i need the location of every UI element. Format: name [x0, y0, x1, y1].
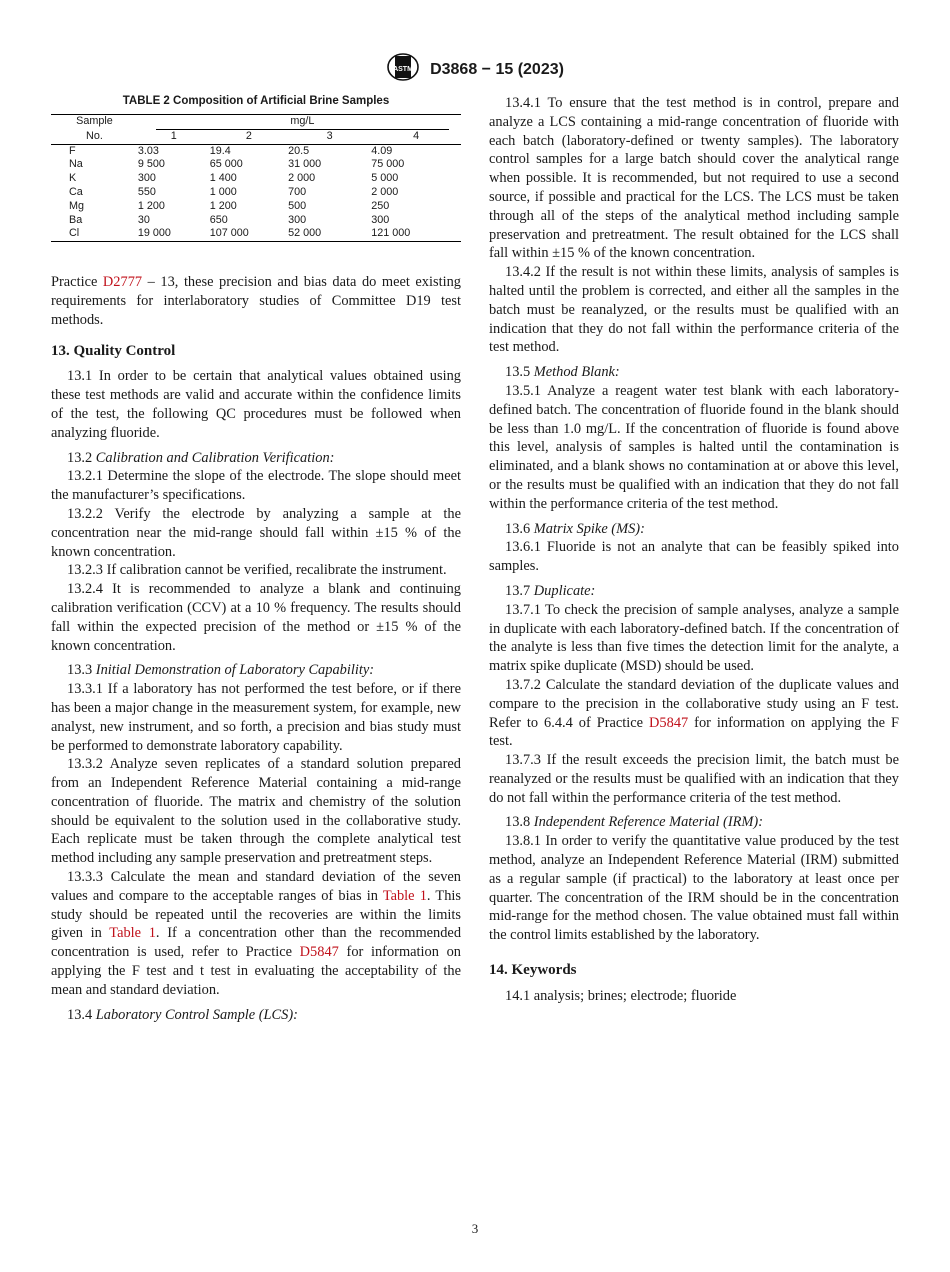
value-cell: 300 — [137, 172, 156, 185]
paragraph-precision-note: Practice D2777 – 13, these precision and bias data do meet existing requirements for interlaboratory studies of Committee D19 test methods. — [51, 274, 461, 328]
table-row — [51, 144, 461, 158]
paragraph-13-3-1: 13.3.1 If a laboratory has not performed the test before, or if there has been a major change in the measurement system, for example, new analyst, new instrument, and so forth, a precision and bias study must be performed to demonstrate laboratory capability. — [51, 681, 461, 754]
value-cell: 75 000 — [371, 158, 405, 171]
value-cell: 1 400 — [209, 172, 237, 185]
value-cell: 1 200 — [209, 199, 237, 212]
header-sample-number: 4 — [371, 130, 461, 144]
value-cell: 9 500 — [137, 158, 165, 171]
value-cell: 3.03 — [137, 144, 159, 157]
table-row — [51, 214, 461, 228]
svg-text:ASTM: ASTM — [393, 66, 413, 73]
element-cell: Mg — [69, 199, 84, 212]
paragraph-13-2: 13.2 Calibration and Calibration Verification: — [67, 449, 335, 466]
paragraph-13-2-3: 13.2.3 If calibration cannot be verified, recalibrate the instrument. — [67, 562, 447, 579]
value-cell: 250 — [371, 199, 390, 212]
value-cell: 19 000 — [138, 227, 210, 241]
table-row — [51, 186, 461, 200]
element-cell: Cl — [51, 227, 138, 241]
value-cell: 19.4 — [209, 144, 231, 157]
paragraph-13-6-1: 13.6.1 Fluoride is not an analyte that can be feasibly spiked into samples. — [489, 539, 899, 575]
value-cell: 5 000 — [371, 172, 399, 185]
value-cell: 1 000 — [209, 185, 237, 198]
value-cell: 700 — [288, 185, 307, 198]
value-cell: 300 — [288, 213, 307, 226]
header-no: No. — [51, 130, 138, 144]
paragraph-13-2-4: 13.2.4 It is recommended to analyze a blank and continuing calibration verification (CCV) at a 10 % frequency. The results should fall within the expected precision of the method or ±15 % of the known concentration. — [51, 581, 461, 654]
page-number: 3 — [471, 1221, 479, 1236]
value-cell: 300 — [371, 213, 390, 226]
value-cell: 550 — [137, 185, 156, 198]
value-cell: 650 — [209, 213, 228, 226]
brine-composition-table — [51, 114, 461, 242]
header-sample-number: 1 — [138, 130, 210, 144]
paragraph-13-1: 13.1 In order to be certain that analytical values obtained using these test methods are valid and accurate within the confidence limits of the test, the following QC procedures must be followed when analyzing fluoride. — [51, 368, 461, 441]
table-header-row — [51, 130, 461, 144]
value-cell: 20.5 — [288, 144, 310, 157]
value-cell: 500 — [288, 199, 307, 212]
paragraph-13-4-1: 13.4.1 To ensure that the test method is in control, prepare and analyze a LCS containing a mid-range concentration of fluoride with each batch (laboratory-defined or twenty samples). The laboratory control samples for a large batch should cover the analytical range when possible. It is recommended, but not required to use a second source, if possible and practical for the LCS. The LCS must be taken through all of the steps of the analytical method including sample preservation and pretreatment. The result obtained for the LCS shall fall within ±15 % of the known concentration. — [489, 95, 899, 262]
paragraph-13-7: 13.7 Duplicate: — [505, 582, 596, 599]
paragraph-13-4-2: 13.4.2 If the result is not within these limits, analysis of samples is halted until the problem is corrected, and either all the samples in the batch must be reanalyzed, or the results must be qualified with an indication that they do not fall within the performance criteria of the test method. — [489, 264, 899, 356]
paragraph-13-2-2: 13.2.2 Verify the electrode by analyzing a sample at the concentration near the mid-range should fall within ±15 % of the known concentration. — [51, 505, 461, 560]
page-header — [0, 52, 950, 87]
value-cell: 31 000 — [288, 158, 322, 171]
paragraph-13-7-3: 13.7.3 If the result exceeds the precision limit, the batch must be reanalyzed or the results must be qualified with an indication that they do not fall within the performance criteria of the test method. — [489, 752, 899, 806]
paragraph-13-8-1: 13.8.1 In order to verify the quantitative value produced by the test method, analyze an Independent Reference Material (IRM) submitted as a regular sample (if practical) to the laboratory at least once per quarter. The concentration of the IRM should be in the concentration mid-range for the method chosen. The value obtained must fall within the control limits established by the laboratory. — [489, 833, 899, 944]
element-cell: Ca — [69, 185, 83, 198]
paragraph-13-6: 13.6 Matrix Spike (MS): — [505, 520, 645, 537]
element-cell: K — [69, 172, 77, 185]
document-code: D3868 − 15 (2023) — [430, 60, 564, 78]
value-cell: 107 000 — [210, 227, 288, 241]
paragraph-13-4: 13.4 Laboratory Control Sample (LCS): — [67, 1006, 298, 1023]
paragraph-13-8: 13.8 Independent Reference Material (IRM): — [505, 814, 763, 831]
table-row — [51, 227, 461, 241]
astm-logo-icon — [386, 52, 420, 87]
paragraph-13-5-1: 13.5.1 Analyze a reagent water test blank with each laboratory-defined batch. The concentration of fluoride found in the blank should be less than 1.0 mg/L. If the concentration of fluoride is found above this level, analysis of samples is halted until the contamination is eliminated, and a blank shows no contamination at or above this level, or the results must be qualified with an indication that they do not fall within the performance criteria of the test method. — [489, 382, 899, 512]
element-cell: F — [69, 144, 76, 157]
paragraph-13-3-3: 13.3.3 Calculate the mean and standard deviation of the seven values and compare to the acceptable ranges of bias in Table 1. This study should be repeated until the recoveries are within the limits given in Table 1. If a concentration other than the recommended concentration is used, refer to Practice D5847 for information on applying the F test and t test in evaluating the acceptability of the mean and standard deviation. — [51, 869, 462, 998]
value-cell: 121 000 — [371, 227, 461, 241]
link-table-1[interactable]: Table 1 — [109, 925, 156, 942]
right-column — [489, 94, 899, 1006]
link-d2777[interactable]: D2777 — [102, 274, 143, 291]
table-header-row — [51, 115, 461, 130]
value-cell: 4.09 — [371, 144, 393, 157]
paragraph-13-3: 13.3 Initial Demonstration of Laboratory Capability: — [67, 662, 375, 679]
paragraph-14-1: 14.1 analysis; brines; electrode; fluoride — [505, 987, 737, 1004]
value-cell: 65 000 — [209, 158, 243, 171]
paragraph-13-5: 13.5 Method Blank: — [505, 364, 620, 381]
table-row — [51, 200, 461, 214]
paragraph-13-2-1: 13.2.1 Determine the slope of the electrode. The slope should meet the manufacturer’s specifications. — [51, 468, 461, 504]
link-d5847[interactable]: D5847 — [299, 944, 339, 961]
value-cell: 2 000 — [371, 185, 399, 198]
header-sample-number: 2 — [210, 130, 288, 144]
section-heading-13: 13. Quality Control — [51, 342, 176, 359]
element-cell: Ba — [69, 213, 83, 226]
link-table-1[interactable]: Table 1 — [382, 887, 427, 904]
element-cell: Na — [69, 158, 83, 171]
paragraph-13-7-2: 13.7.2 Calculate the standard deviation of the duplicate values and compare to the precision in the collaborative study using an F test. Refer to 6.4.4 of Practice D5847 for information on applying the F test. — [489, 676, 899, 750]
value-cell: 1 200 — [137, 199, 165, 212]
value-cell: 52 000 — [288, 227, 371, 241]
value-cell: 2 000 — [288, 172, 316, 185]
link-d5847[interactable]: D5847 — [649, 714, 689, 731]
table-row — [51, 172, 461, 186]
table-row — [51, 158, 461, 172]
header-sample: Sample — [51, 115, 138, 130]
section-heading-14: 14. Keywords — [489, 962, 577, 979]
paragraph-13-7-1: 13.7.1 To check the precision of sample analyses, analyze a sample in duplicate with each laboratory-defined batch. If the concentration of the analyte is less than five times the detection limit for the analyte, a matrix spike duplicate (MSD) should be used. — [489, 601, 899, 675]
value-cell: 30 — [137, 213, 150, 226]
left-column — [51, 94, 461, 1024]
header-unit: mg/L — [138, 115, 461, 130]
header-sample-number: 3 — [288, 130, 371, 144]
table-caption: TABLE 2 Composition of Artificial Brine Samples — [122, 95, 390, 107]
paragraph-13-3-2: 13.3.2 Analyze seven replicates of a standard solution prepared from an Independent Reference Material containing a mid-range concentration of fluoride. The matrix and chemistry of the solution should be equivalent to the solution used in the collaborative study. Each replicate must be taken through the complete analytical test method including any sample preservation and pretreatment steps. — [51, 756, 461, 867]
